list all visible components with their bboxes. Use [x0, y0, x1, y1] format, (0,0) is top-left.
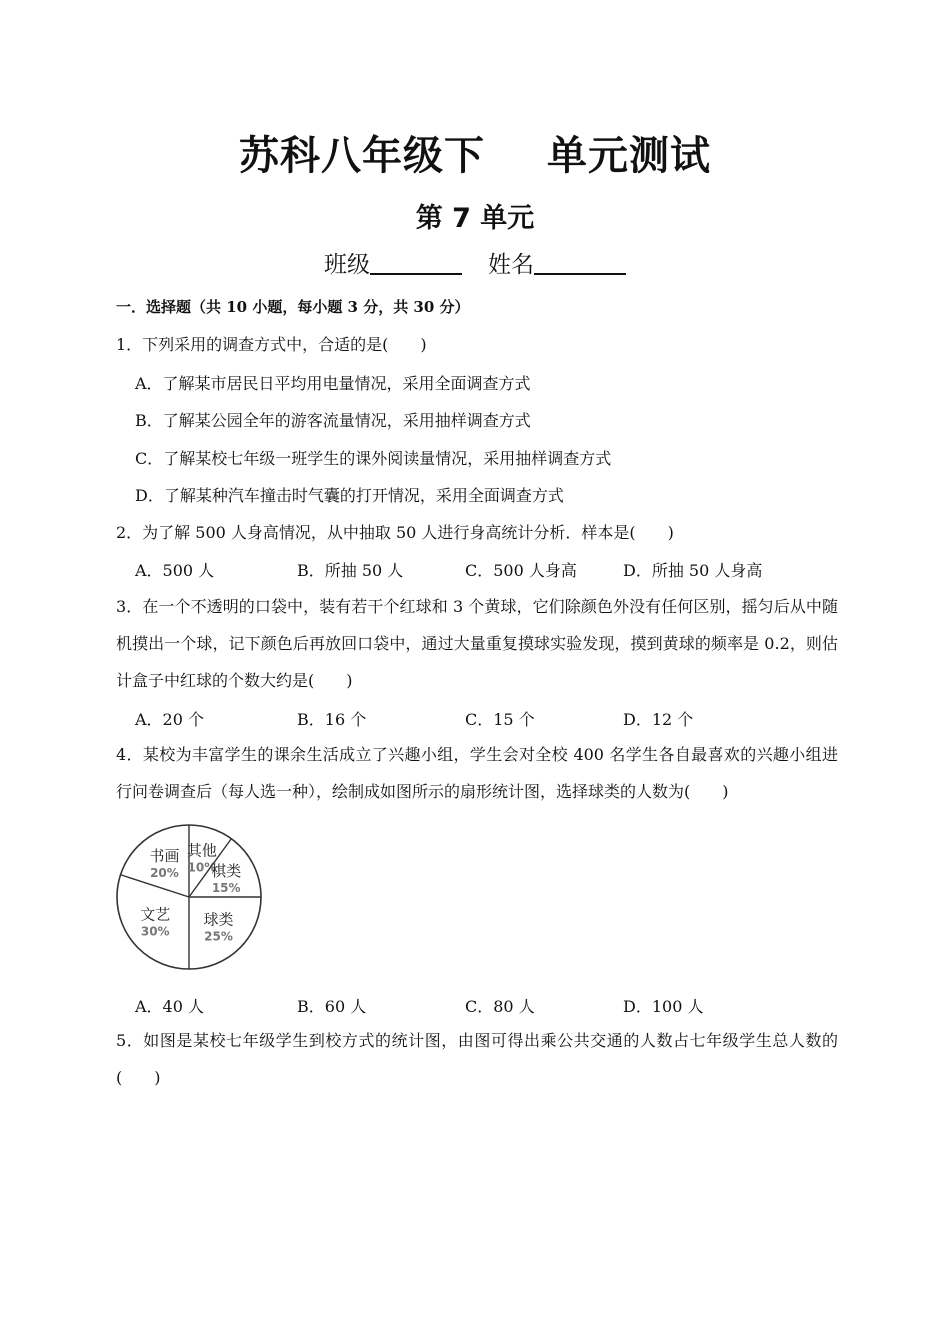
- pie-slice-label: 棋类: [211, 862, 242, 881]
- pie-slice-percent: 30%: [140, 924, 170, 939]
- question-1-option-b: B．了解某公园全年的游客流量情况，采用抽样调查方式: [135, 411, 531, 430]
- pie-slice-percent: 15%: [211, 881, 241, 896]
- pie-slice-label: 其他: [186, 841, 217, 860]
- name-blank[interactable]: [534, 251, 626, 275]
- question-4-option-d: D．100 人: [623, 997, 704, 1016]
- page-title: [0, 124, 950, 181]
- question-1-option-a: A．了解某市居民日平均用电量情况，采用全面调查方式: [135, 374, 531, 393]
- section-heading: 一．选择题（共 10 小题，每小题 3 分，共 30 分）: [116, 298, 470, 316]
- question-1-option-d: D．了解某种汽车撞击时气囊的打开情况，采用全面调查方式: [135, 486, 564, 505]
- pie-slice-percent: 25%: [204, 929, 233, 944]
- question-3-option-a: A．20 个: [135, 710, 205, 729]
- title-right: 单元测试: [547, 133, 711, 179]
- pie-slice-label: 球类: [203, 910, 234, 929]
- question-4-option-c: C．80 人: [465, 997, 535, 1016]
- question-2-option-c: C．500 人身高: [465, 561, 577, 580]
- question-3-option-c: C．15 个: [465, 710, 535, 729]
- question-2-option-d: D．所抽 50 人身高: [623, 561, 763, 580]
- question-4-stem: 4．某校为丰富学生的课余生活成立了兴趣小组，学生会对全校 400 名学生各自最喜欢的兴趣小组进行问卷调查后（每人选一种），绘制成如图所示的扇形统计图，选择球类的人数为( ): [116, 745, 838, 801]
- question-2-option-a: A．500 人: [135, 561, 215, 580]
- pie-slice-percent: 20%: [150, 866, 179, 881]
- unit-subtitle: 第 7 单元: [415, 203, 535, 234]
- name-label: 姓名: [488, 252, 534, 278]
- interest-group-pie-chart: [114, 822, 264, 976]
- title-left: 苏科八年级下: [239, 133, 485, 179]
- question-4-option-a: A．40 人: [135, 997, 205, 1016]
- pie-slice-label: 书画: [149, 847, 180, 866]
- question-3-option-b: B．16 个: [297, 710, 367, 729]
- class-blank[interactable]: [370, 251, 462, 275]
- class-label: 班级: [324, 252, 370, 278]
- question-2-stem: 2．为了解 500 人身高情况，从中抽取 50 人进行身高统计分析．样本是( ): [116, 523, 674, 542]
- pie-chart-svg: [114, 822, 264, 972]
- question-5-stem: 5．如图是某校七年级学生到校方式的统计图，由图可得出乘公共交通的人数占七年级学生总人数的( ): [116, 1031, 838, 1087]
- student-info-line: [0, 246, 950, 279]
- question-3-stem: 3．在一个不透明的口袋中，装有若干个红球和 3 个黄球，它们除颜色外没有任何区别，摇匀后从中随机摸出一个球，记下颜色后再放回口袋中，通过大量重复摸球实验发现，摸到黄球的频率是 0.2，则估计盒子中红球的个数大约是( ): [116, 597, 838, 690]
- question-2-option-b: B．所抽 50 人: [297, 561, 404, 580]
- pie-slice-percent: 10%: [187, 860, 217, 875]
- question-4-option-b: B．60 人: [297, 997, 367, 1016]
- question-3-option-d: D．12 个: [623, 710, 694, 729]
- pie-slice-label: 文艺: [140, 905, 171, 924]
- question-1-option-c: C．了解某校七年级一班学生的课外阅读量情况，采用抽样调查方式: [135, 449, 612, 468]
- question-1-stem: 1．下列采用的调查方式中，合适的是( ): [116, 335, 427, 354]
